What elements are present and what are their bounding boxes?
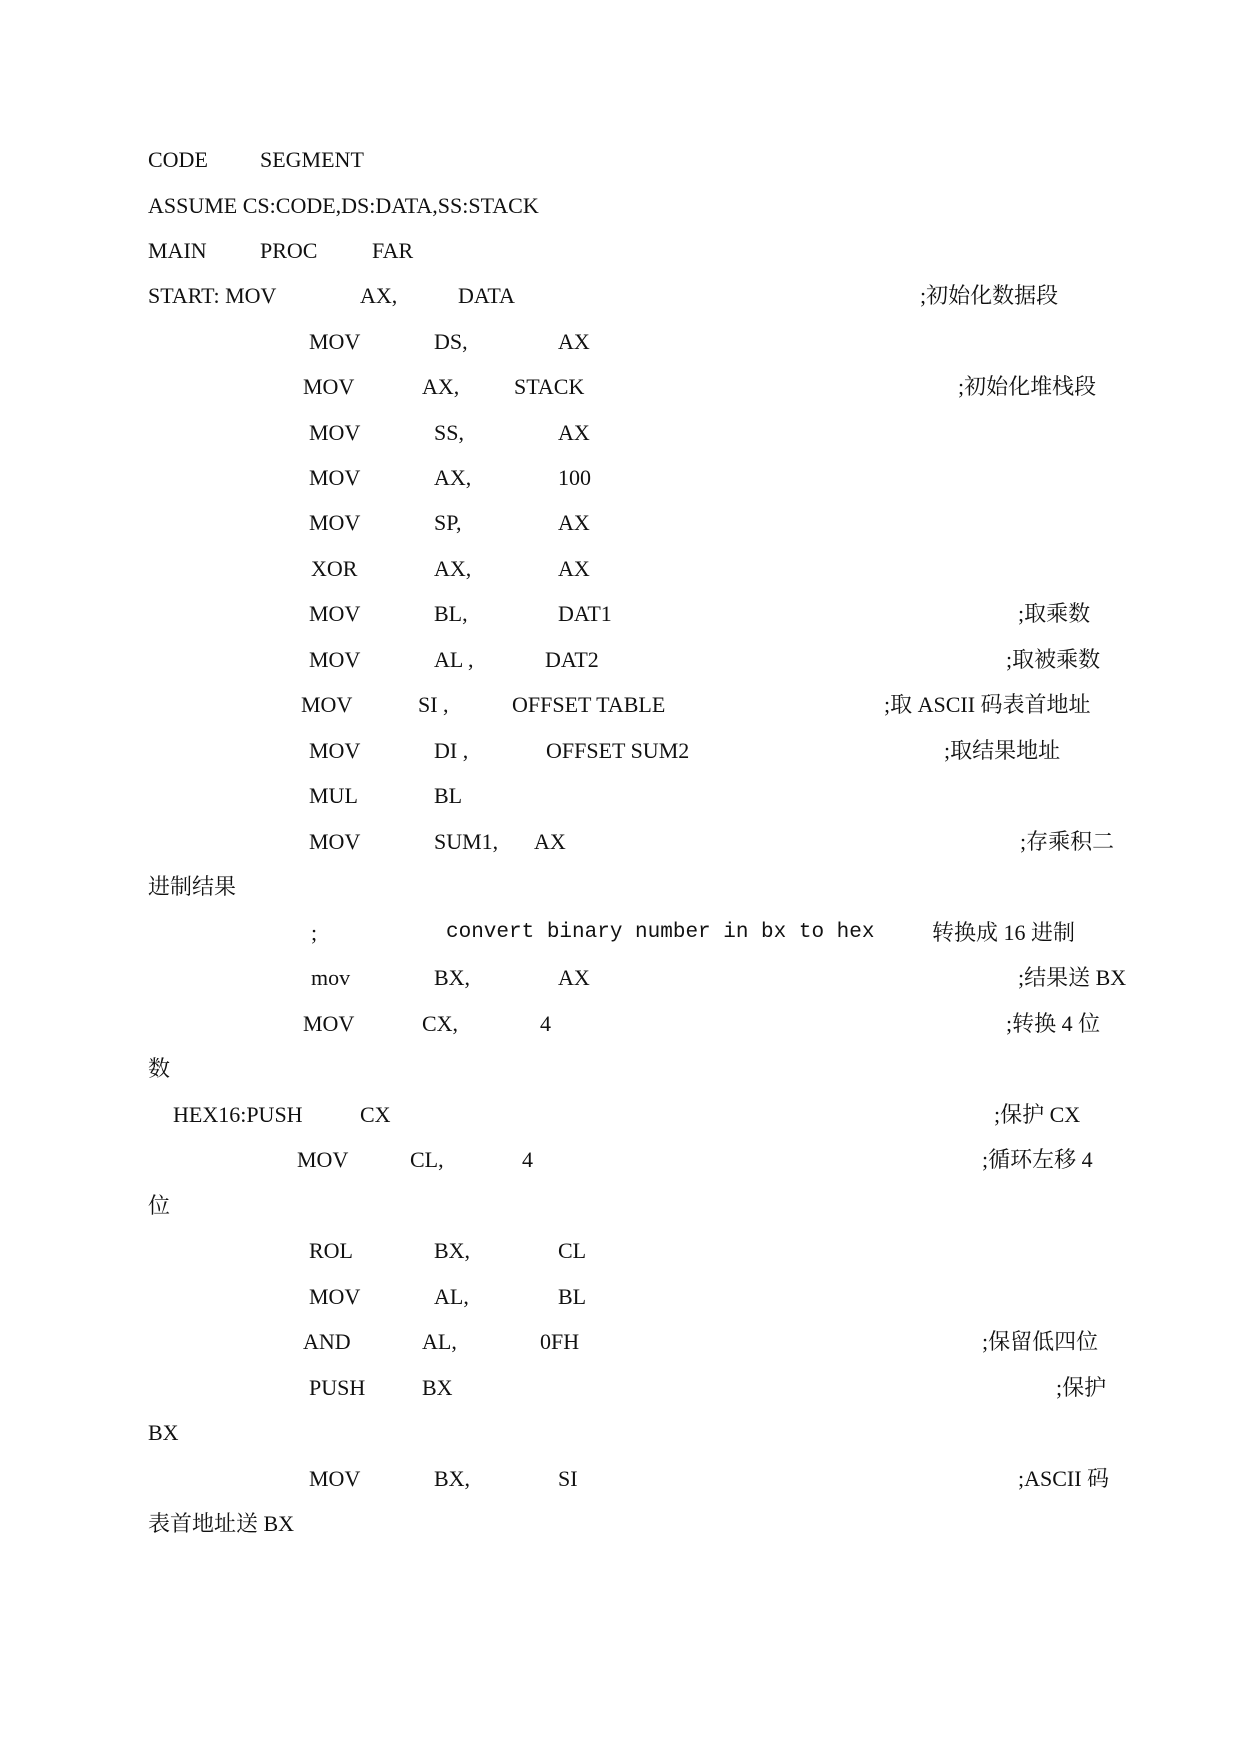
code-instruction: MOV (303, 374, 355, 399)
code-operand: AL, (434, 1284, 469, 1309)
code-instruction: MOV (309, 738, 361, 763)
code-operand: SUM1, (434, 829, 499, 854)
code-directive: SEGMENT (260, 147, 364, 172)
code-operand: SI (558, 1466, 578, 1491)
code-operand: BX, (434, 1466, 471, 1491)
code-operand: AX (558, 556, 590, 581)
code-comment: ;循环左移 4 (982, 1147, 1093, 1172)
code-comment: ;取被乘数 (1006, 647, 1101, 672)
code-keyword: CODE (148, 147, 208, 172)
code-label-instruction: START: MOV (148, 283, 277, 308)
code-comment: ;取 ASCII 码表首地址 (884, 692, 1091, 717)
code-operand: SP, (434, 510, 462, 535)
code-operand: BL (434, 783, 463, 808)
code-comment-marker: ; (311, 920, 318, 945)
code-operand: STACK (514, 374, 585, 399)
code-comment-continuation: 位 (148, 1193, 171, 1218)
code-comment-continuation: 表首地址送 BX (148, 1511, 295, 1536)
code-operand: AX, (434, 465, 472, 490)
code-instruction: PUSH (309, 1375, 366, 1400)
code-operand: DAT2 (545, 647, 599, 672)
code-operand: CL (558, 1238, 587, 1263)
code-label-instruction: HEX16:PUSH (173, 1102, 303, 1127)
code-operand: AL , (434, 647, 474, 672)
code-instruction: MOV (309, 1466, 361, 1491)
code-comment: ;转换 4 位 (1006, 1011, 1101, 1036)
code-comment-continuation: BX (148, 1420, 179, 1445)
code-comment: ;取乘数 (1018, 601, 1091, 626)
code-operand: CX (360, 1102, 391, 1127)
code-operand: AX (534, 829, 566, 854)
code-instruction: MOV (309, 329, 361, 354)
code-instruction: MOV (309, 601, 361, 626)
code-operand: AX, (422, 374, 460, 399)
code-instruction: MOV (309, 465, 361, 490)
code-comment-continuation: 进制结果 (148, 874, 237, 899)
code-keyword: MAIN (148, 238, 207, 263)
code-operand: DS, (434, 329, 468, 354)
code-comment: ;初始化堆栈段 (958, 374, 1097, 399)
code-operand: BX (422, 1375, 453, 1400)
code-operand: BX, (434, 965, 471, 990)
code-comment: ;结果送 BX (1018, 965, 1127, 990)
code-comment: ;初始化数据段 (920, 283, 1059, 308)
code-operand: AX (558, 510, 590, 535)
code-operand: DAT1 (558, 601, 612, 626)
code-operand: OFFSET TABLE (512, 692, 666, 717)
code-instruction: MOV (297, 1147, 349, 1172)
code-operand: OFFSET SUM2 (546, 738, 690, 763)
code-line: ASSUME CS:CODE,DS:DATA,SS:STACK (148, 193, 539, 218)
code-operand: BX, (434, 1238, 471, 1263)
code-comment: convert binary number in bx to hex (446, 921, 875, 944)
code-operand: SS, (434, 420, 464, 445)
code-instruction: MOV (309, 1284, 361, 1309)
code-operand: DI , (434, 738, 469, 763)
code-operand: DATA (458, 283, 515, 308)
code-operand: 4 (522, 1147, 533, 1172)
code-operand: 100 (558, 465, 591, 490)
code-comment: ;保护 CX (994, 1102, 1081, 1127)
code-instruction: ROL (309, 1238, 353, 1263)
code-operand: AX (558, 420, 590, 445)
code-operand: BL, (434, 601, 468, 626)
code-comment: ;保护 (1056, 1375, 1107, 1400)
code-instruction: mov (311, 965, 351, 990)
code-operand: CL, (410, 1147, 444, 1172)
code-comment-continuation: 数 (148, 1056, 171, 1081)
code-operand: CX, (422, 1011, 459, 1036)
code-instruction: MOV (309, 829, 361, 854)
code-instruction: MOV (303, 1011, 355, 1036)
code-instruction: MOV (309, 510, 361, 535)
code-operand: AL, (422, 1329, 457, 1354)
code-instruction: MOV (309, 647, 361, 672)
code-operand: FAR (372, 238, 414, 263)
code-instruction: MOV (301, 692, 353, 717)
code-comment: 转换成 16 进制 (932, 920, 1076, 945)
code-instruction: XOR (311, 556, 358, 581)
code-comment: ;取结果地址 (944, 738, 1061, 763)
code-operand: AX, (360, 283, 398, 308)
code-comment: ;ASCII 码 (1018, 1466, 1110, 1491)
code-instruction: MUL (309, 783, 358, 808)
code-instruction: MOV (309, 420, 361, 445)
code-instruction: AND (303, 1329, 351, 1354)
code-operand: AX (558, 965, 590, 990)
code-operand: BL (558, 1284, 587, 1309)
code-operand: AX, (434, 556, 472, 581)
code-operand: AX (558, 329, 590, 354)
code-operand: SI , (418, 692, 449, 717)
code-comment: ;存乘积二 (1020, 829, 1115, 854)
code-operand: 0FH (540, 1329, 580, 1354)
code-operand: 4 (540, 1011, 551, 1036)
code-comment: ;保留低四位 (982, 1329, 1099, 1354)
code-directive: PROC (260, 238, 318, 263)
